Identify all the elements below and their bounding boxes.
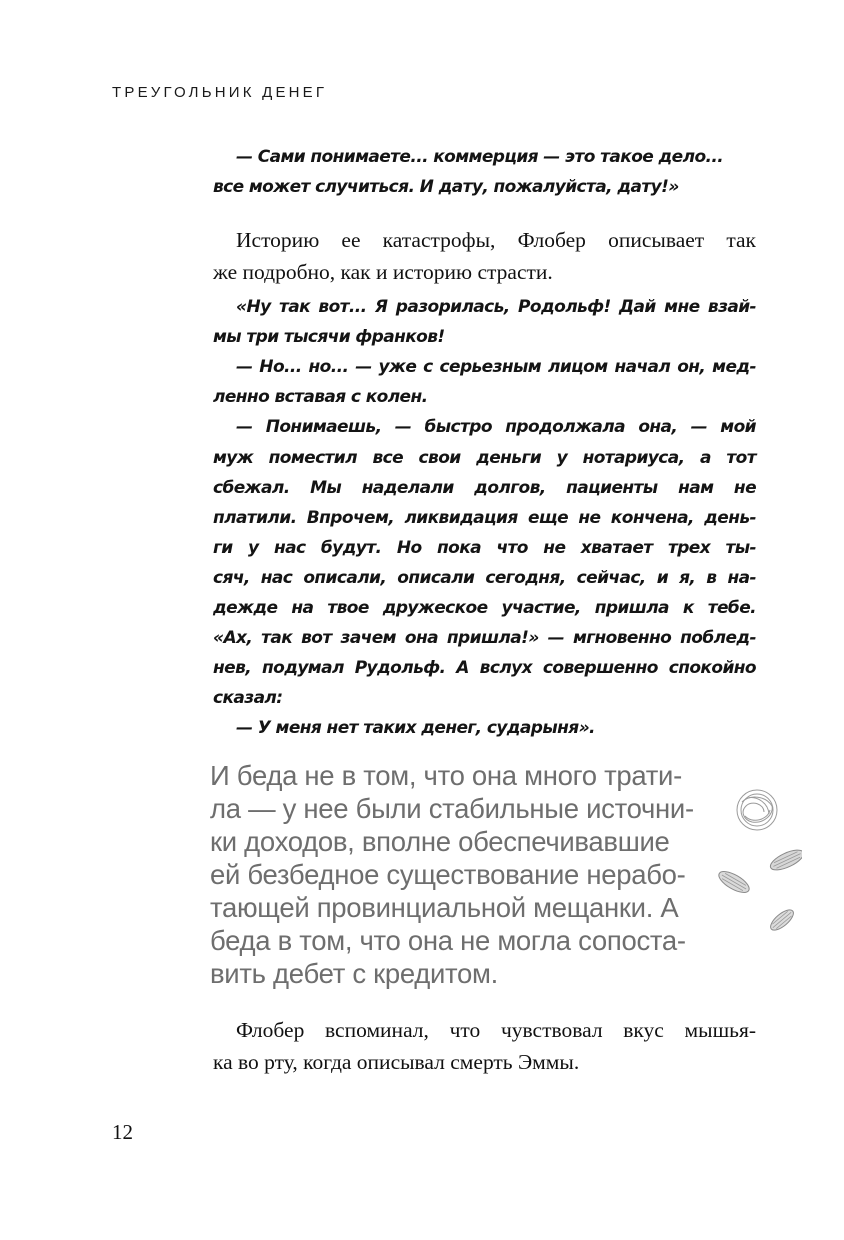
pull-quote-line: И беда не в том, что она много трати- [210,760,682,791]
quote-2-line: ленно вставая с колен. [213,387,428,407]
quote-2-line: сбежал. Мы наделали долгов, пациенты нам не [213,478,756,498]
quote-1-line: — Сами понимаете... коммерция — это такое дело... [236,147,724,167]
quote-2-line: — Понимаешь, — быстро продолжала она, — мой [236,417,756,437]
pull-quote-line: тающей провинциальной мещанки. А [210,892,679,923]
page-number: 12 [112,1120,133,1144]
quote-2-line: дежде на твое дружеское участие, пришла к тебе. [213,598,756,618]
quote-2-line: сяч, нас описали, описали сегодня, сейчас, и я, в на- [213,568,756,588]
quote-2-line: «Ах, так вот зачем она пришла!» — мгновенно поблед- [213,628,756,648]
body-1-line: Историю ее катастрофы, Флобер описывает так [236,228,756,252]
pull-quote-line: беда в том, что она не могла сопоста- [210,925,686,956]
quote-2-line: мы три тысячи франков! [213,327,445,347]
quote-2-line: муж поместил все свои деньги у нотариуса, а тот [213,448,756,468]
quote-2-line: «Ну так вот... Я разорилась, Родольф! Дай мне взай- [236,297,756,317]
pull-quote-line: вить дебет с кредитом. [210,958,498,989]
body-2-line: Флобер вспоминал, что чувствовал вкус мышья- [236,1018,756,1042]
pull-quote-line: ки доходов, вполне обеспечивавшие [210,826,670,857]
coins-illustration-icon [712,780,802,940]
pull-quote-line: ей безбедное существование нерабо- [210,859,686,890]
quote-2-line: — У меня нет таких денег, сударыня». [236,718,595,738]
quote-2-line: сказал: [213,688,283,708]
quote-2-line: ги у нас будут. Но пока что не хватает трех ты- [213,538,756,558]
body-2-line: ка во рту, когда описывал смерть Эммы. [213,1050,580,1074]
running-head: ТРЕУГОЛЬНИК ДЕНЕГ [112,84,328,101]
body-1-line: же подробно, как и историю страсти. [213,260,553,284]
quote-1-line: все может случиться. И дату, пожалуйста, дату!» [213,177,679,197]
pull-quote-line: ла — у нее были стабильные источни- [210,793,694,824]
quote-2-line: нев, подумал Рудольф. А вслух совершенно спокойно [213,658,756,678]
quote-2-line: платили. Впрочем, ликвидация еще не кончена, день- [213,508,756,528]
quote-2-line: — Но... но... — уже с серьезным лицом начал он, мед- [236,357,756,377]
